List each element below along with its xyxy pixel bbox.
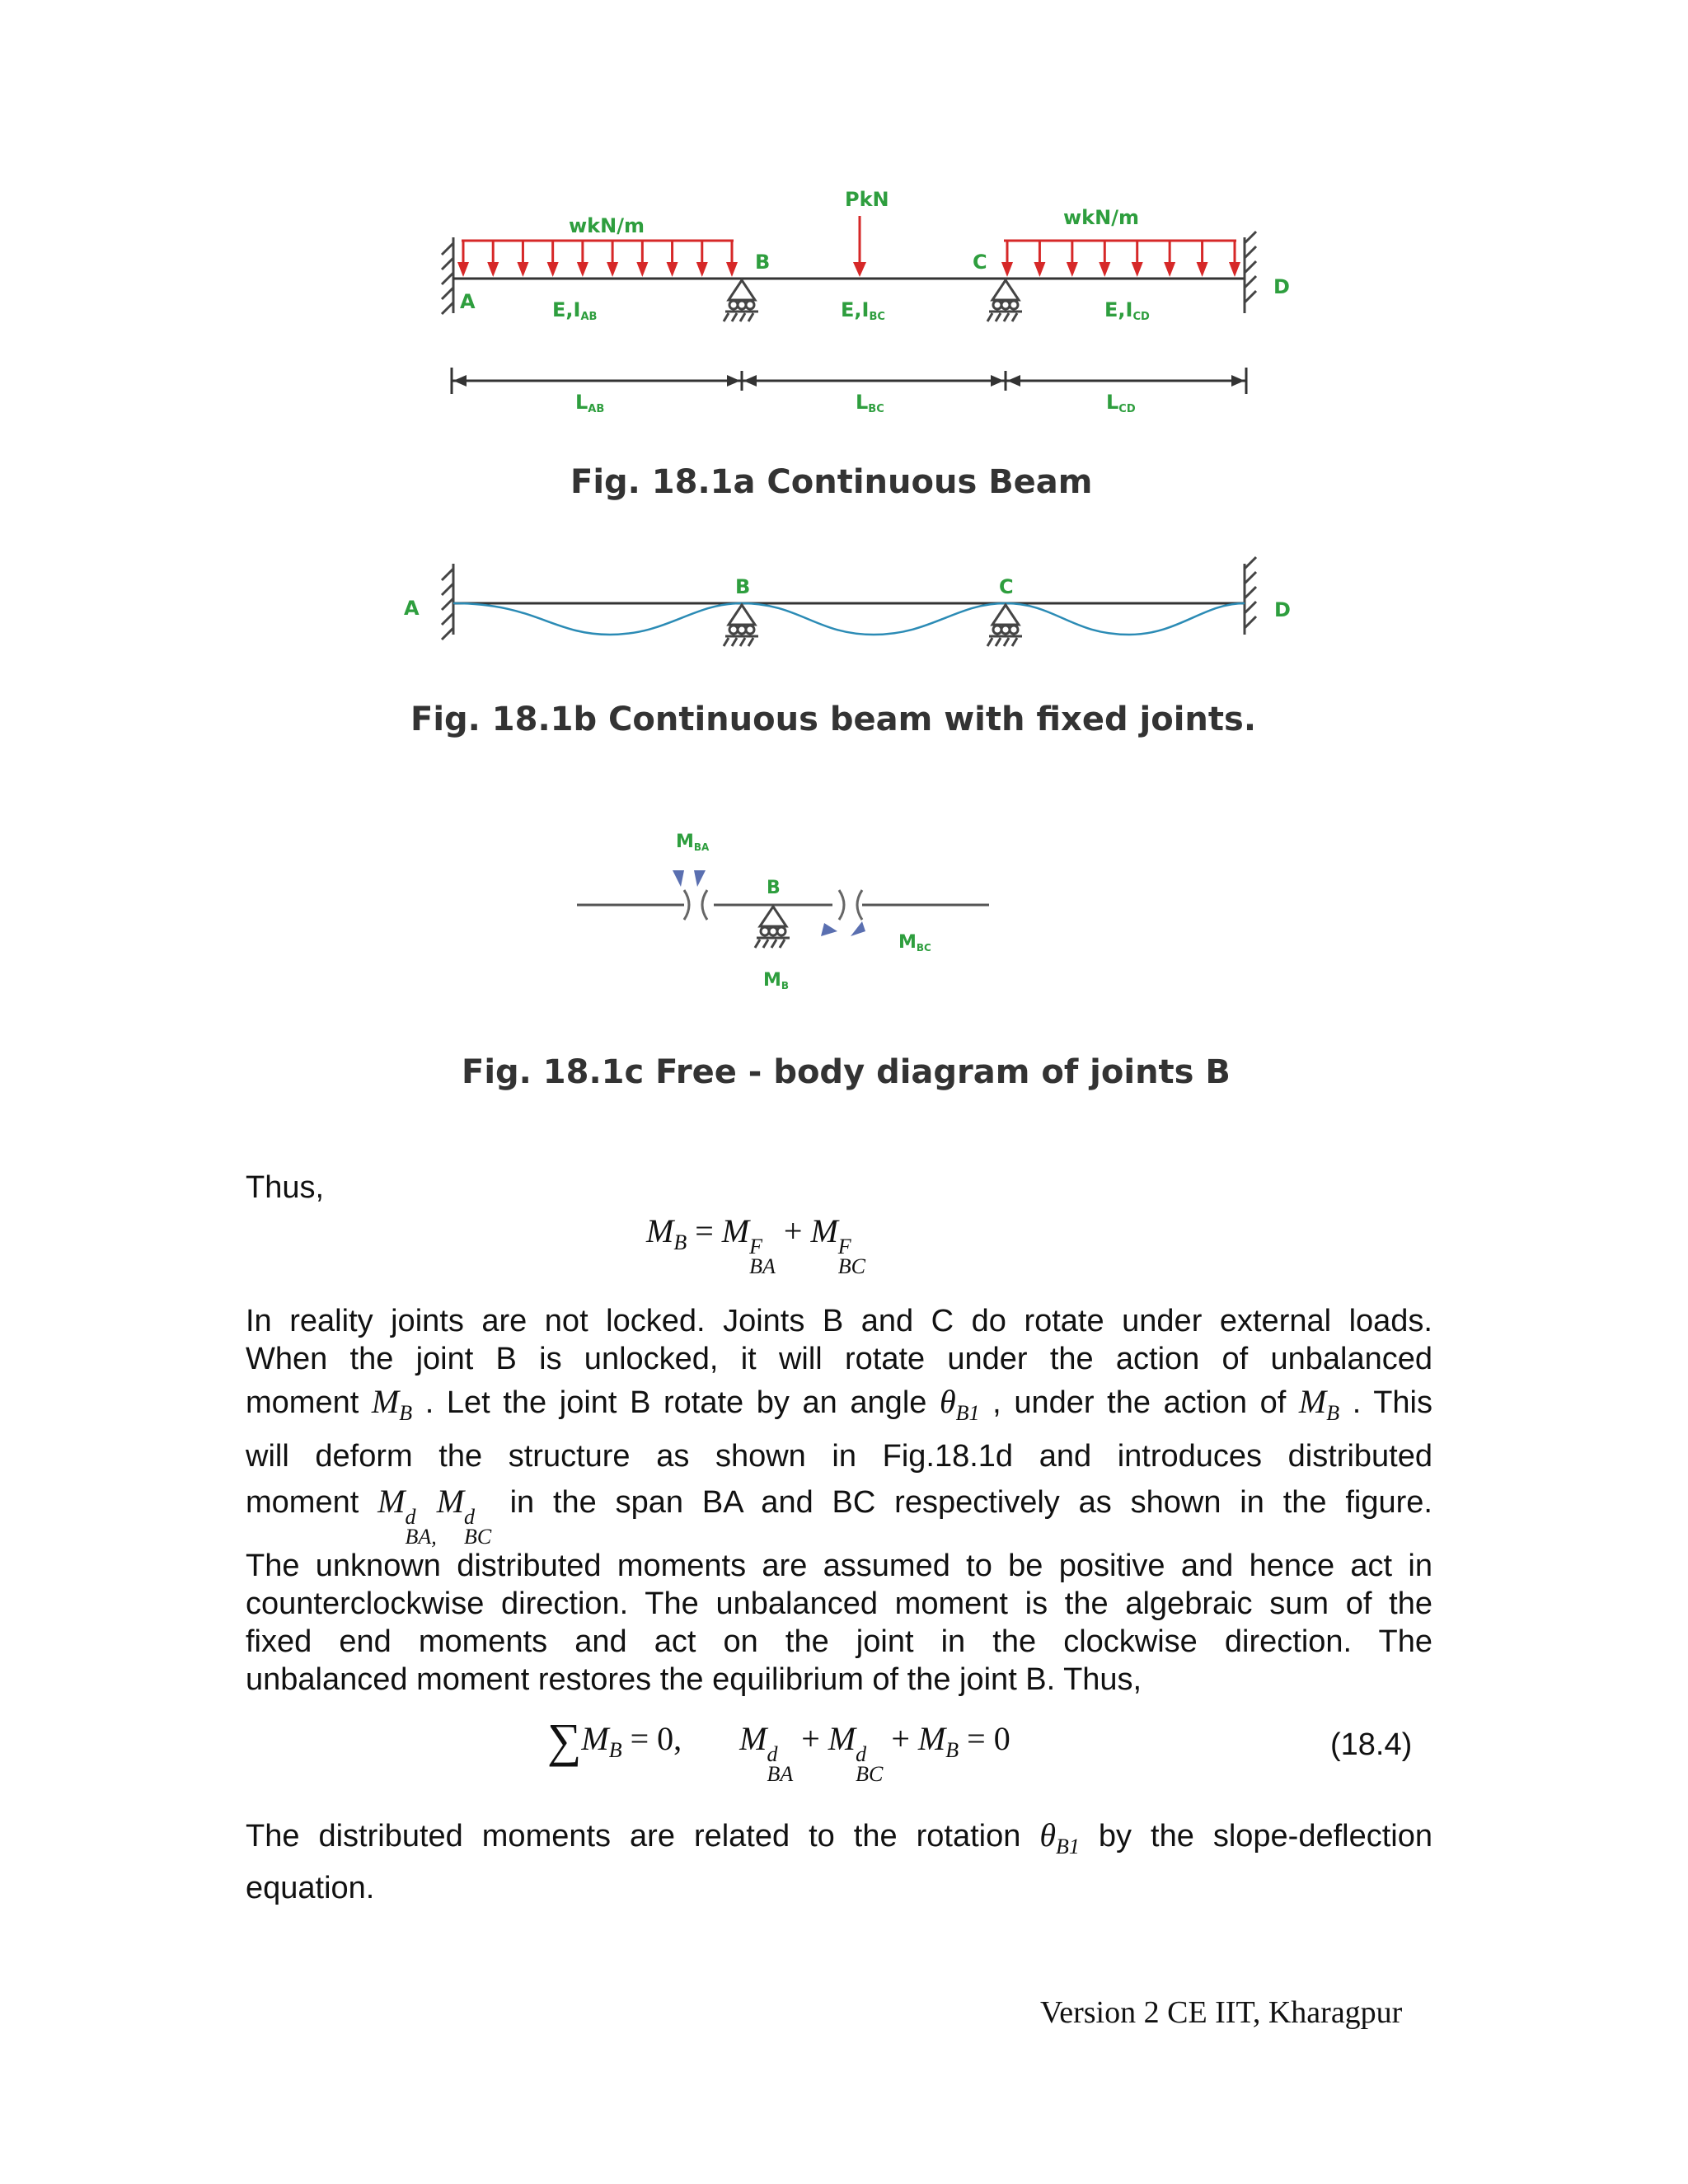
load-arrow-icon [1132, 241, 1143, 277]
equation-18-4: $\sum M_B = 0$, M d BA + M d BC + $M_B = 0$ [547, 1713, 1010, 1786]
load-arrow-icon [1001, 241, 1013, 277]
deflected-shape [453, 603, 1245, 635]
para2-line-2: equation. [246, 1871, 375, 1905]
caption-fig-18-1c: Fig. 18.1c Free - body diagram of joints B [462, 1053, 1231, 1091]
moment-bracket-right-1 [839, 890, 844, 920]
load-arrow-icon [487, 241, 499, 277]
fixed-support-a [442, 237, 453, 314]
dimension-lines [452, 368, 1246, 394]
pin-support-c [987, 280, 1022, 321]
load-arrow-icon [1067, 241, 1078, 277]
ei-label-bc: E,IBC [841, 298, 885, 323]
caption-fig-18-1a: Fig. 18.1a Continuous Beam [570, 463, 1093, 501]
pin-support-b [755, 907, 790, 948]
para-line-8: fixed end moments and act on the joint in the clockwise direction. The [246, 1624, 1432, 1659]
moment-arrow-mba-icon [673, 870, 706, 887]
load-label-left: wkN/m [569, 214, 645, 237]
moment-bracket-right-2 [857, 890, 862, 920]
moment-label-mbc: MBC [898, 932, 931, 954]
load-arrow-icon [667, 241, 678, 277]
length-label-cd: LCD [1106, 391, 1136, 415]
point-load-label: PkN [845, 188, 889, 211]
paragraph-unlocked-joints [246, 1302, 1432, 1699]
joint-label-c: C [999, 575, 1014, 598]
joint-label-a: A [460, 290, 476, 313]
joint-label-b: B [755, 251, 771, 274]
para-line-9: unbalanced moment restores the equilibrium of the joint B. Thus, [246, 1662, 1142, 1697]
ei-label-ab: E,IAB [552, 298, 598, 323]
load-arrow-icon [1197, 241, 1208, 277]
figure-18-1b [387, 552, 1319, 676]
joint-label-a: A [404, 597, 420, 620]
load-arrow-icon [726, 241, 738, 277]
para-line-7: counterclockwise direction. The unbalanced moment is the algebraic sum of the [246, 1586, 1432, 1621]
page-footer: Version 2 CE IIT, Kharagpur [1040, 1995, 1403, 2030]
load-arrow-icon [517, 241, 528, 277]
load-arrow-icon [1229, 241, 1240, 277]
para-line-2: When the joint B is unlocked, it will rotate under the action of unbalanced [246, 1342, 1432, 1376]
point-load-arrow [853, 216, 866, 277]
fixed-support-d [1245, 232, 1256, 313]
fixed-support-d [1245, 557, 1256, 635]
inline-mb-2: $M_B$ [1298, 1383, 1340, 1425]
moment-label-mb: MB [763, 970, 790, 991]
para-line-5: moment M d BA, M d BC in the span BA and BC respectively as shown in the figure. [246, 1483, 1432, 1549]
load-arrow-icon [547, 241, 559, 277]
inline-distributed-moments: M d BA, M d BC [377, 1483, 492, 1549]
distributed-load-cd [1001, 241, 1240, 277]
load-arrow-icon [607, 241, 618, 277]
joint-label-d: D [1273, 275, 1290, 298]
caption-fig-18-1b: Fig. 18.1b Continuous beam with fixed joints. [410, 701, 1257, 738]
moment-arrow-mbc-icon [821, 921, 865, 936]
equation-mb-fixed-end: $M_B = M$ F BA + M F BC [646, 1212, 865, 1278]
load-arrow-icon [457, 241, 469, 277]
figure-18-1a [412, 181, 1319, 437]
para2-line-1: The distributed moments are related to the rotation $\theta_{B1}$ by the slope-deflection [246, 1816, 1433, 1858]
load-arrow-icon [1099, 241, 1110, 277]
ei-label-cd: E,ICD [1104, 298, 1150, 323]
moment-label-mba: MBA [676, 832, 710, 853]
load-arrow-icon [1034, 241, 1045, 277]
load-arrow-icon [1164, 241, 1175, 277]
inline-theta-b1: $\theta_{B1}$ [940, 1383, 980, 1425]
para-line-6: The unknown distributed moments are assumed to be positive and hence act in [246, 1549, 1432, 1583]
length-label-bc: LBC [856, 391, 884, 415]
pin-support-b [724, 605, 758, 646]
inline-theta-b1-2: $\theta_{B1}$ [1039, 1816, 1080, 1858]
equation-number-18-4: (18.4) [1330, 1727, 1413, 1762]
joint-label-b: B [767, 878, 781, 898]
figure-18-1c [560, 816, 1022, 1005]
joint-label-c: C [973, 251, 987, 274]
load-label-right: wkN/m [1063, 206, 1139, 229]
load-arrow-icon [696, 241, 708, 277]
moment-bracket-left-1 [684, 890, 689, 920]
inline-mb: $M_B$ [371, 1383, 413, 1425]
joint-label-b: B [735, 575, 751, 598]
load-arrow-icon [577, 241, 588, 277]
load-arrow-icon [636, 241, 648, 277]
fixed-support-a [442, 564, 453, 640]
moment-bracket-left-2 [702, 890, 707, 920]
pin-support-c [987, 605, 1022, 646]
para-line-1: In reality joints are not locked. Joints B and C do rotate under external loads. [246, 1304, 1432, 1338]
pin-support-b [724, 280, 758, 321]
length-label-ab: LAB [575, 391, 605, 415]
para-line-4: will deform the structure as shown in Fig.18.1d and introduces distributed [246, 1439, 1432, 1474]
para-line-3: moment $M_B$ . Let the joint B rotate by an angle $\theta_{B1}$ , under the action of $M_B$ . This [246, 1383, 1432, 1425]
paragraph-slope-deflection [246, 1813, 1432, 1907]
distributed-load-ab [457, 241, 738, 277]
thus-label-1: Thus, [246, 1170, 325, 1205]
joint-label-d: D [1274, 598, 1291, 621]
